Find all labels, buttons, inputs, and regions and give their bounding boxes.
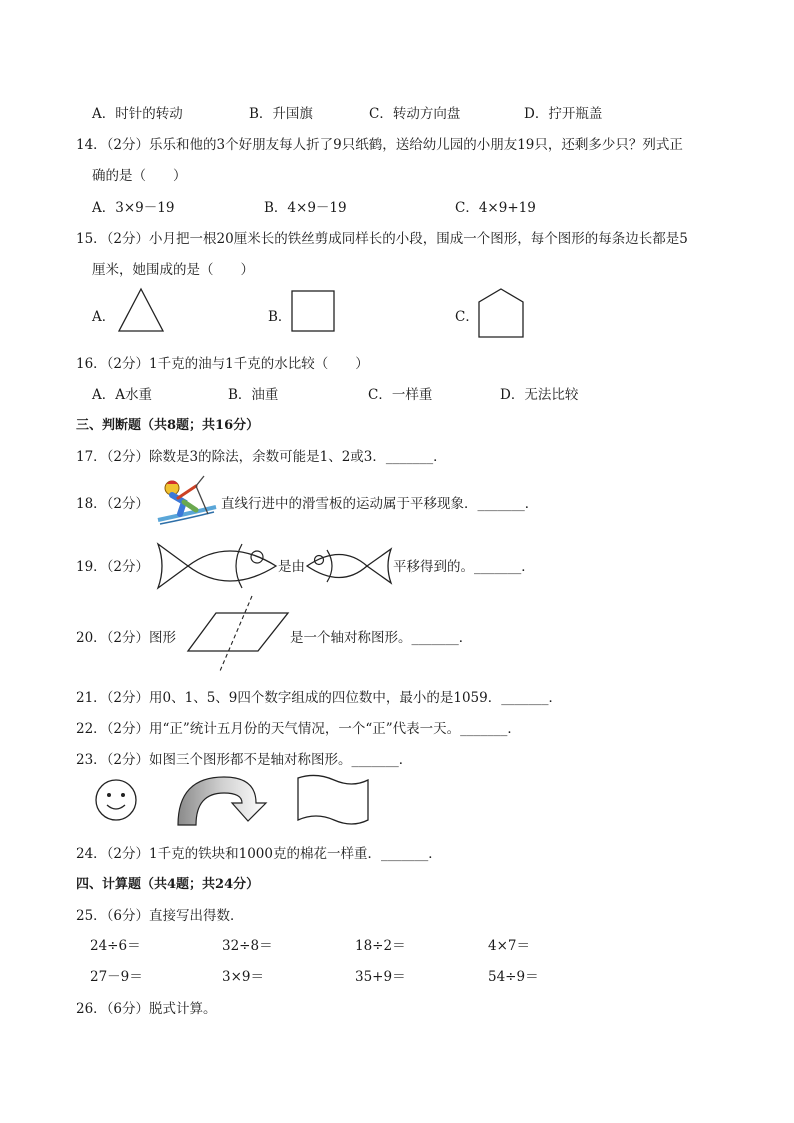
q15-line1: 15．（2分）小月把一根20厘米长的铁丝剪成同样长的小段，围成一个图形，每个图形的每条边长都是5 xyxy=(76,231,688,247)
q15-option-b: B． xyxy=(268,309,292,325)
q16-option-c: C．一样重 xyxy=(368,387,433,403)
q20-prefix: 20．（2分）图形 xyxy=(76,630,177,646)
q25-expr: 4×7＝ xyxy=(488,938,530,954)
q14-option-c: C．4×9+19 xyxy=(455,200,536,216)
q19-mid: 是由 xyxy=(278,559,305,575)
parallelogram-figure xyxy=(186,595,290,673)
pentagon-figure xyxy=(478,288,524,338)
section4-heading: 四、计算题（共4题；共24分） xyxy=(76,877,260,892)
section3-heading: 三、判断题（共8题；共16分） xyxy=(76,418,260,433)
square-figure xyxy=(291,290,335,332)
q13-option-c: C．转动方向盘 xyxy=(369,106,461,122)
q16-option-d: D．无法比较 xyxy=(500,387,579,403)
q15-option-a: A． xyxy=(92,309,116,325)
q25-expr: 54÷9＝ xyxy=(488,969,539,985)
curved-arrow-figure xyxy=(176,775,270,827)
q25-expr: 32÷8＝ xyxy=(222,938,273,954)
q20-end: 是一个轴对称图形。_______． xyxy=(290,630,473,646)
skier-icon xyxy=(156,474,218,526)
q16-option-a: A．A水重 xyxy=(92,387,152,403)
q22: 22．（2分）用“正”统计五月份的天气情况，一个“正”代表一天。_______． xyxy=(76,721,521,737)
q15-line2: 厘米，她围成的是（ ） xyxy=(92,262,254,278)
q26: 26．（6分）脱式计算。 xyxy=(76,1001,217,1017)
big-fish-figure xyxy=(156,538,278,594)
q14-line1: 14．（2分）乐乐和他的3个好朋友每人折了9只纸鹤，送给幼儿园的小朋友19只，还剩多少只？列式正 xyxy=(76,137,683,153)
q18-prefix: 18．（2分） xyxy=(76,496,150,512)
q16-line: 16．（2分）1千克的油与1千克的水比较（ ） xyxy=(76,356,369,372)
q23: 23．（2分）如图三个图形都不是轴对称图形。_______． xyxy=(76,752,413,768)
q18-text: 直线行进中的滑雪板的运动属于平移现象．_______． xyxy=(221,496,539,512)
q24: 24．（2分）1千克的铁块和1000克的棉花一样重．_______． xyxy=(76,846,442,862)
triangle-figure xyxy=(118,288,164,332)
q25-expr: 27－9＝ xyxy=(90,969,143,985)
q14-line2: 确的是（ ） xyxy=(92,168,187,184)
small-fish-figure xyxy=(305,545,393,587)
q21: 21．（2分）用0、1、5、9四个数字组成的四位数中，最小的是1059．_______． xyxy=(76,690,562,706)
wave-flag-figure xyxy=(296,774,370,826)
q14-option-b: B．4×9－19 xyxy=(264,200,347,216)
q13-option-b: B．升国旗 xyxy=(249,106,313,122)
q25-expr: 35+9＝ xyxy=(355,969,406,985)
q25-expr: 24÷6＝ xyxy=(90,938,141,954)
q15-option-c: C． xyxy=(455,309,479,325)
q16-option-b: B．油重 xyxy=(228,387,279,403)
q13-option-a: A．时针的转动 xyxy=(92,106,183,122)
q25-expr: 3×9＝ xyxy=(222,969,264,985)
smiley-face-figure xyxy=(94,778,138,822)
q14-option-a: A．3×9－19 xyxy=(92,200,175,216)
q25-expr: 18÷2＝ xyxy=(355,938,406,954)
q17: 17．（2分）除数是3的除法，余数可能是1、2或3．_______． xyxy=(76,449,447,465)
q19-prefix: 19．（2分） xyxy=(76,559,150,575)
q19-end: 平移得到的。_______． xyxy=(393,559,535,575)
q25-line: 25．（6分）直接写出得数． xyxy=(76,908,244,924)
q13-option-d: D．拧开瓶盖 xyxy=(524,106,603,122)
